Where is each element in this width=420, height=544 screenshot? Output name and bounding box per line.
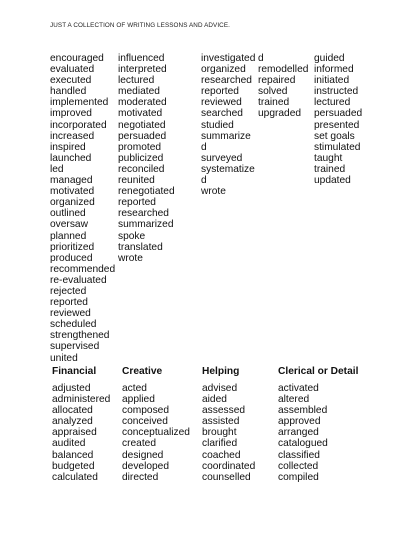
word-item: summarize (201, 130, 251, 142)
word-item: catalogued (278, 438, 328, 450)
word-item: supervised (50, 341, 100, 353)
word-item: set goals (314, 130, 355, 142)
word-item: taught (314, 152, 343, 164)
word-item: encouraged (50, 53, 104, 64)
word-item: reviewed (201, 97, 242, 109)
word-item: acted (122, 383, 147, 394)
clerical-heading: Clerical or Detail (278, 366, 359, 377)
word-item: altered (278, 394, 310, 406)
word-item: promoted (118, 141, 162, 153)
word-item: researched (118, 208, 169, 220)
word-item: initiated (314, 75, 350, 87)
creative-list (122, 383, 190, 483)
word-item: remodelled (258, 64, 309, 76)
word-item: spoke (118, 230, 146, 242)
word-item: increased (50, 130, 95, 142)
helping-heading: Helping (202, 366, 240, 377)
helping-list (202, 383, 255, 483)
word-item: coached (202, 449, 241, 461)
word-item: appraised (52, 427, 97, 439)
word-item: translated (118, 241, 163, 253)
word-column-4 (258, 53, 308, 120)
word-item: upgraded (258, 108, 302, 120)
word-item: presented (314, 119, 360, 131)
word-item: allocated (52, 405, 93, 417)
word-item: researched (201, 75, 252, 87)
word-item: lectured (118, 75, 155, 87)
word-item: handled (50, 86, 87, 98)
word-item: clarified (202, 438, 238, 450)
word-item: arranged (278, 427, 319, 439)
word-item: implemented (50, 97, 109, 109)
word-item: re-evaluated (50, 274, 107, 286)
word-item: guided (314, 53, 345, 64)
word-column-2 (118, 53, 175, 264)
word-item: mediated (118, 86, 160, 98)
word-item: managed (50, 175, 93, 187)
word-item: wrote (118, 252, 143, 264)
word-item: motivated (50, 186, 95, 198)
word-item: assessed (202, 405, 246, 417)
word-item: renegotiated (118, 186, 175, 198)
word-item: reported (50, 297, 88, 309)
word-item: summarized (118, 219, 174, 231)
word-item: administered (52, 394, 111, 406)
word-item: calculated (52, 471, 98, 483)
creative-heading: Creative (122, 366, 163, 377)
word-item: instructed (314, 86, 359, 98)
word-item: reunited (118, 175, 155, 187)
word-item: brought (202, 427, 237, 439)
word-item: reconciled (118, 163, 165, 175)
word-item: activated (278, 383, 319, 394)
word-item: interpreted (118, 64, 167, 76)
word-item: collected (278, 460, 319, 472)
word-item: balanced (52, 449, 94, 461)
word-item: prioritized (50, 241, 95, 253)
word-item: persuaded (118, 130, 167, 142)
word-item: studied (201, 119, 234, 131)
word-item: rejected (50, 285, 87, 297)
word-item: produced (50, 252, 93, 264)
word-item: wrote (201, 186, 226, 198)
word-item: aided (202, 394, 227, 406)
word-item: classified (278, 449, 320, 461)
word-item: informed (314, 64, 354, 76)
word-item: recommended (50, 263, 116, 275)
word-item: inspired (50, 141, 86, 153)
word-item: analyzed (52, 416, 93, 428)
word-item: d (258, 53, 264, 64)
financial-heading: Financial (52, 366, 97, 377)
word-item: organized (201, 64, 246, 76)
clerical-list (278, 383, 328, 483)
word-item: conceived (122, 416, 168, 428)
word-item: incorporated (50, 119, 107, 131)
word-item: counselled (202, 471, 251, 483)
word-item: solved (258, 86, 288, 98)
page-header: JUST A COLLECTION OF WRITING LESSONS AND ADVICE. (50, 22, 230, 29)
word-item: organized (50, 197, 95, 209)
word-item: compiled (278, 471, 319, 483)
word-item: designed (122, 449, 164, 461)
word-item: directed (122, 471, 159, 483)
word-item: repaired (258, 75, 296, 87)
word-item: updated (314, 175, 351, 187)
word-item: improved (50, 108, 92, 120)
word-item: adjusted (52, 383, 91, 394)
financial-list (52, 383, 110, 483)
word-item: approved (278, 416, 321, 428)
word-item: reported (118, 197, 156, 209)
word-column-1 (50, 53, 115, 364)
word-item: executed (50, 75, 92, 87)
word-item: trained (258, 97, 290, 109)
word-item: d (201, 141, 207, 153)
word-item: led (50, 163, 64, 175)
word-item: launched (50, 152, 92, 164)
word-item: outlined (50, 208, 86, 220)
word-item: scheduled (50, 319, 97, 331)
word-item: systematize (201, 163, 255, 175)
word-item: conceptualized (122, 427, 190, 439)
word-item: oversaw (50, 219, 88, 231)
word-item: coordinated (202, 460, 256, 472)
word-item: developed (122, 460, 170, 472)
word-item: persuaded (314, 108, 363, 120)
word-item: trained (314, 163, 346, 175)
word-item: d (201, 175, 207, 187)
word-item: investigated (201, 53, 256, 64)
word-item: evaluated (50, 64, 95, 76)
word-item: budgeted (52, 460, 95, 472)
word-item: motivated (118, 108, 163, 120)
word-item: planned (50, 230, 87, 242)
word-item: stimulated (314, 141, 361, 153)
word-item: searched (201, 108, 243, 120)
word-item: reviewed (50, 308, 91, 320)
word-item: publicized (118, 152, 164, 164)
word-column-3 (201, 53, 255, 197)
word-item: strengthened (50, 330, 110, 342)
word-item: united (50, 352, 78, 364)
word-item: influenced (118, 53, 165, 64)
word-item: assisted (202, 416, 240, 428)
word-item: assembled (278, 405, 328, 417)
word-item: surveyed (201, 152, 243, 164)
word-item: negotiated (118, 119, 166, 131)
word-item: audited (52, 438, 86, 450)
word-item: advised (202, 383, 238, 394)
word-item: reported (201, 86, 239, 98)
word-item: created (122, 438, 156, 450)
word-item: moderated (118, 97, 167, 109)
word-column-5 (314, 53, 362, 186)
word-item: composed (122, 405, 170, 417)
word-item: applied (122, 394, 155, 406)
word-item: lectured (314, 97, 351, 109)
